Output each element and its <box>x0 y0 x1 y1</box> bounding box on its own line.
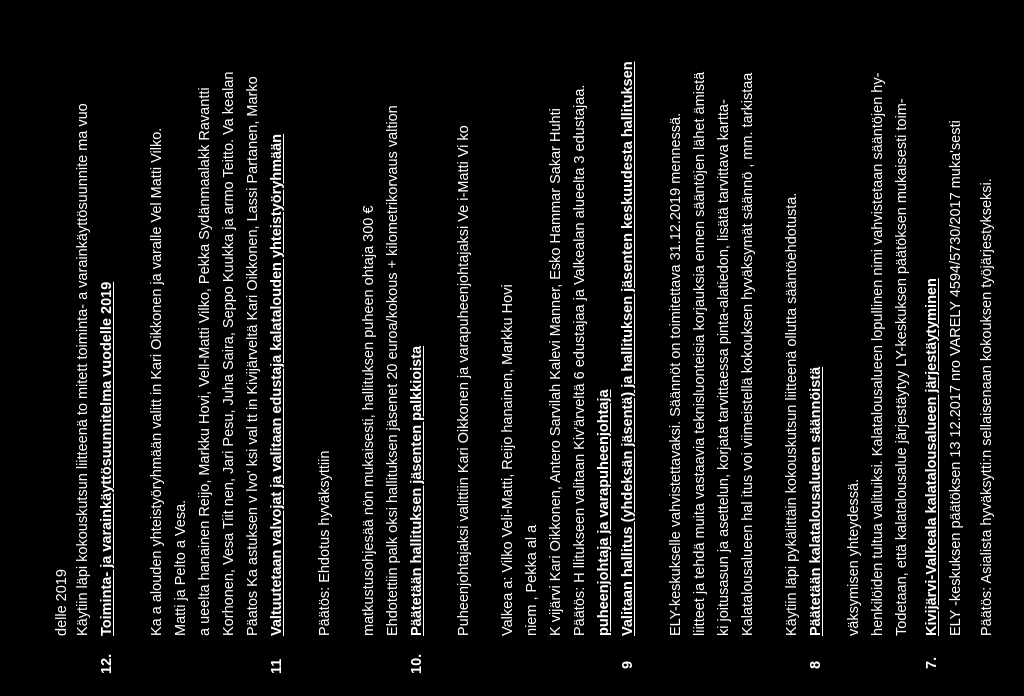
intro-text: Päätös: Asialista hyväksytti:n sellaisenaan kokouksen työjärjestykseksi. <box>979 178 995 636</box>
section-number: 12. <box>99 653 115 674</box>
section-number: 9 <box>620 660 636 669</box>
section-line: ELY-keskukselle vahvistettavaksi. Säännöt on toimitettava 31.12.2019 mennessä. <box>668 112 684 636</box>
section-line: Puheenjohtajaksi valittiin Kari Oikkonen ja varapuheenjohtajaksi Ve i-Matti Vi ko <box>456 125 472 636</box>
section-number: 7. <box>924 656 940 669</box>
section-line: Käytiin läpi kokouskutsun liitteenä to mitett toiminta- a varainkäyttösuunnite ma vuo <box>75 103 91 636</box>
section-number: 10. <box>409 653 425 674</box>
section-title: Kivijärvi-Valkeala kalatalousalueen järjestäytyminen <box>924 278 940 636</box>
section-number: 8 <box>808 660 824 669</box>
section-line: Todetaan, että kalatalousalue järjestäytyy LY-keskuksen päätöksen mukaisesti toim- <box>894 98 910 636</box>
section-title: Valitaan hallitus (yhdeksän jäsentä) ja hallituksen jäsenten keskuudesta hallituksen <box>620 61 636 636</box>
section-line: Matti ja Pelto a Vesa. <box>173 499 189 636</box>
section-line: Käytiin läpi pykälittäin kokouskutsun liitteenä ollutta sääntöehdotusta. <box>784 192 800 636</box>
section-line: ELY -keskuksen päätöksen 13 12.2017 nro VARELY 4594/5730/2017 muka'sesti <box>948 120 964 636</box>
section-line: a ueelta hanainen Reijo, Markku Hovi, Vell-Matti Vilko, Pekka Sydänmaalakk Ravantti <box>197 87 213 636</box>
section-line: Päätös: Ehdotus hyväksyttiin <box>317 450 333 636</box>
section-line: väksymisen yhteydessä. <box>846 478 862 636</box>
section-line: Ehdotettiin palk oksi hallituksen jäsenet 20 euroa/kokous + kilometrikorvaus valtion <box>385 105 401 636</box>
section-line: niem , Pekka al a <box>524 524 540 636</box>
section-line: matkustusohjesää nön mukaisesti, hallituksen puheen ohtaja 300 € <box>361 205 377 636</box>
section-number: 11 <box>269 658 285 674</box>
section-line: liitteet ja tehdä muita vastaavia teknisluonteisia korjauksia ennen sääntöjen lähet ämistä <box>692 71 708 636</box>
section-title: Toiminta- ja varainkäyttösuunnitelma vuodelle 2019 <box>99 281 115 636</box>
section-line: Kalatalousalueen hal itus voi viimeistellä kokouksen hyväksymät säännö , mm. tarkistaa <box>740 72 756 636</box>
section-title: Valtuutetaan valvojat ja valitaan edustaja kalatalouden yhteistyöryhmään <box>269 133 285 636</box>
section-line: Valkea a: Vilko Veli-Matti, Reijo hanainen, Markku Hovi <box>500 284 516 636</box>
section-title: Päätetään kalatalousalueen säännöistä <box>808 366 824 636</box>
section-line: henkilöiden tultua valituiksi. Kalatalousalueen lopullinen nimi vahvistetaan sääntöjen hy- <box>870 72 886 636</box>
section-title-continued: puheenjohtaja ja varapuheenjohtaja <box>596 389 612 636</box>
section-title: Päätetään hallituksen jäsenten palkkioista <box>409 345 425 636</box>
section-line: K vijärvi Kari Oikkonen, Antero Sarvilah Kalevi Manner, Esko Hammar Sakar Huhti <box>548 108 564 636</box>
section-line: ki joitusasun ja asettelun, korjata tarvittaessa pinta-alatiedon, lisätä tarvittava kartta- <box>716 99 732 636</box>
section-line: delle 2019 <box>54 569 70 636</box>
section-line: Päätös: H llitukseen valitaan Kiv'ärveltä 6 edustajaa ja Valkealan alueelta 3 edustajaa. <box>572 84 588 636</box>
section-line: Päatos Ka astuksen v lvo' ksi val tt in Kivijärveltä Kari Oikkonen, Lassi Partanen, Marko <box>245 76 261 636</box>
section-line: Korhonen, Vesa Tiit nen, Jari Pesu, Juha Saira, Seppo Kuukka ja armo Teitto. Va kealan <box>221 71 237 636</box>
section-line: Ka a alouden yhteistyöryhmään valitt in Kari Oikkonen ja varalle Vel Matti Vilko. <box>149 127 165 636</box>
